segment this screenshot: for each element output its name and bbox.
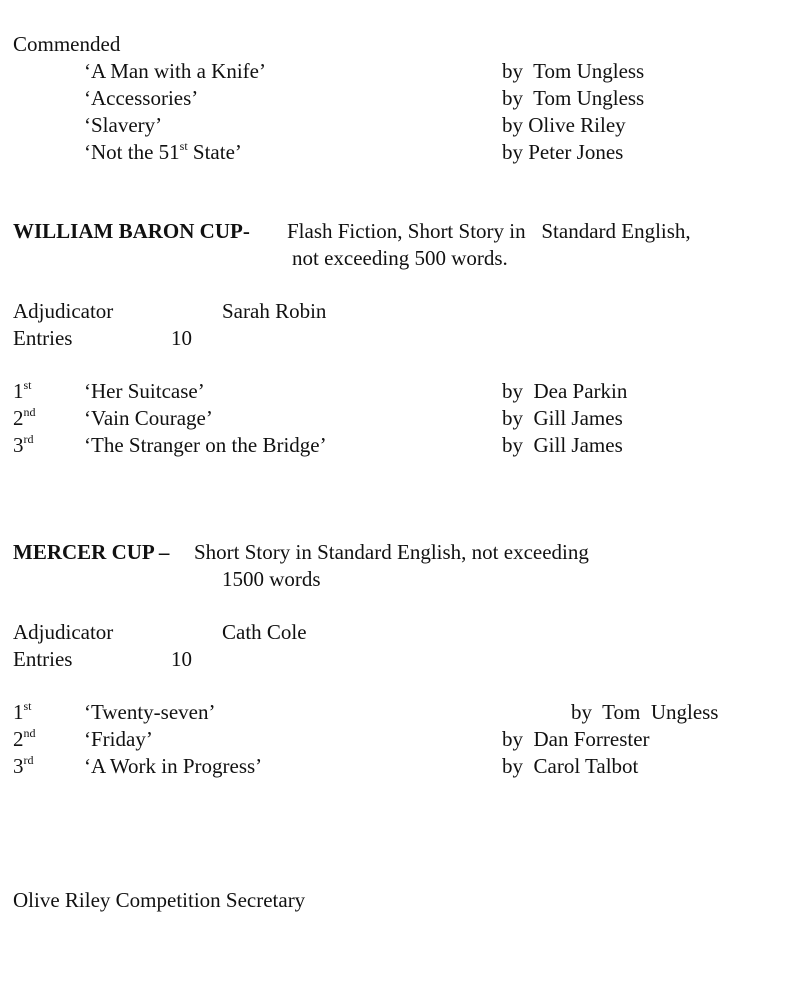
baron-cup-desc-1: Flash Fiction, Short Story in Standard English, xyxy=(287,219,691,243)
baron-adjudicator: Sarah Robin xyxy=(222,299,327,323)
baron-place-3-num: 3 xyxy=(13,433,24,457)
baron-place-1-sup: st xyxy=(23,378,32,392)
mercer-entries: 10 xyxy=(171,647,192,671)
baron-place-3-sup: rd xyxy=(23,432,34,446)
commended-author-2: by Tom Ungless xyxy=(502,86,645,110)
mercer-place-3-num: 3 xyxy=(13,754,24,778)
baron-cup-title: WILLIAM BARON CUP- xyxy=(13,219,250,243)
baron-title-1: ‘Her Suitcase’ xyxy=(84,379,205,403)
commended-title-3: ‘Slavery’ xyxy=(84,113,163,137)
commended-title-4-sup: st xyxy=(179,139,188,153)
baron-place-2-sup: nd xyxy=(23,405,36,419)
mercer-place-1 xyxy=(13,699,32,724)
commended-title-2: ‘Accessories’ xyxy=(84,86,199,110)
commended-title-4-post: State’ xyxy=(187,140,242,164)
mercer-place-1-sup: st xyxy=(23,699,32,713)
baron-cup-desc-2: not exceeding 500 words. xyxy=(292,246,508,270)
baron-place-1-num: 1 xyxy=(13,379,24,403)
baron-entries: 10 xyxy=(171,326,192,350)
mercer-cup-title: MERCER CUP – xyxy=(13,540,170,564)
mercer-title-1: ‘Twenty-seven’ xyxy=(84,700,216,724)
baron-author-1: by Dea Parkin xyxy=(502,379,628,403)
baron-entries-label: Entries xyxy=(13,326,73,350)
mercer-place-3-sup: rd xyxy=(23,753,34,767)
commended-author-4: by Peter Jones xyxy=(502,140,624,164)
secretary-signature: Olive Riley Competition Secretary xyxy=(13,888,306,912)
mercer-place-2-sup: nd xyxy=(23,726,36,740)
mercer-author-3: by Carol Talbot xyxy=(502,754,639,778)
commended-title-1: ‘A Man with a Knife’ xyxy=(84,59,266,83)
commended-heading: Commended xyxy=(13,32,121,56)
mercer-place-3 xyxy=(13,753,34,778)
mercer-author-2: by Dan Forrester xyxy=(502,727,650,751)
mercer-author-1: by Tom Ungless xyxy=(571,700,719,724)
mercer-entries-label: Entries xyxy=(13,647,73,671)
baron-author-3: by Gill James xyxy=(502,433,623,457)
mercer-adjudicator: Cath Cole xyxy=(222,620,307,644)
baron-title-2: ‘Vain Courage’ xyxy=(84,406,213,430)
commended-title-4 xyxy=(84,139,242,164)
baron-place-3 xyxy=(13,432,34,457)
mercer-title-2: ‘Friday’ xyxy=(84,727,153,751)
baron-place-2-num: 2 xyxy=(13,406,24,430)
baron-adjudicator-label: Adjudicator xyxy=(13,299,114,323)
baron-author-2: by Gill James xyxy=(502,406,623,430)
mercer-cup-desc-1: Short Story in Standard English, not exceeding xyxy=(194,540,589,564)
baron-place-2 xyxy=(13,405,36,430)
mercer-place-2 xyxy=(13,726,36,751)
baron-place-1 xyxy=(13,378,32,403)
mercer-place-1-num: 1 xyxy=(13,700,24,724)
mercer-cup-desc-2: 1500 words xyxy=(222,567,321,591)
mercer-adjudicator-label: Adjudicator xyxy=(13,620,114,644)
commended-author-3: by Olive Riley xyxy=(502,113,626,137)
baron-title-3: ‘The Stranger on the Bridge’ xyxy=(84,433,327,457)
mercer-place-2-num: 2 xyxy=(13,727,24,751)
commended-title-4-pre: ‘Not the 51 xyxy=(84,140,180,164)
mercer-title-3: ‘A Work in Progress’ xyxy=(84,754,263,778)
commended-author-1: by Tom Ungless xyxy=(502,59,645,83)
